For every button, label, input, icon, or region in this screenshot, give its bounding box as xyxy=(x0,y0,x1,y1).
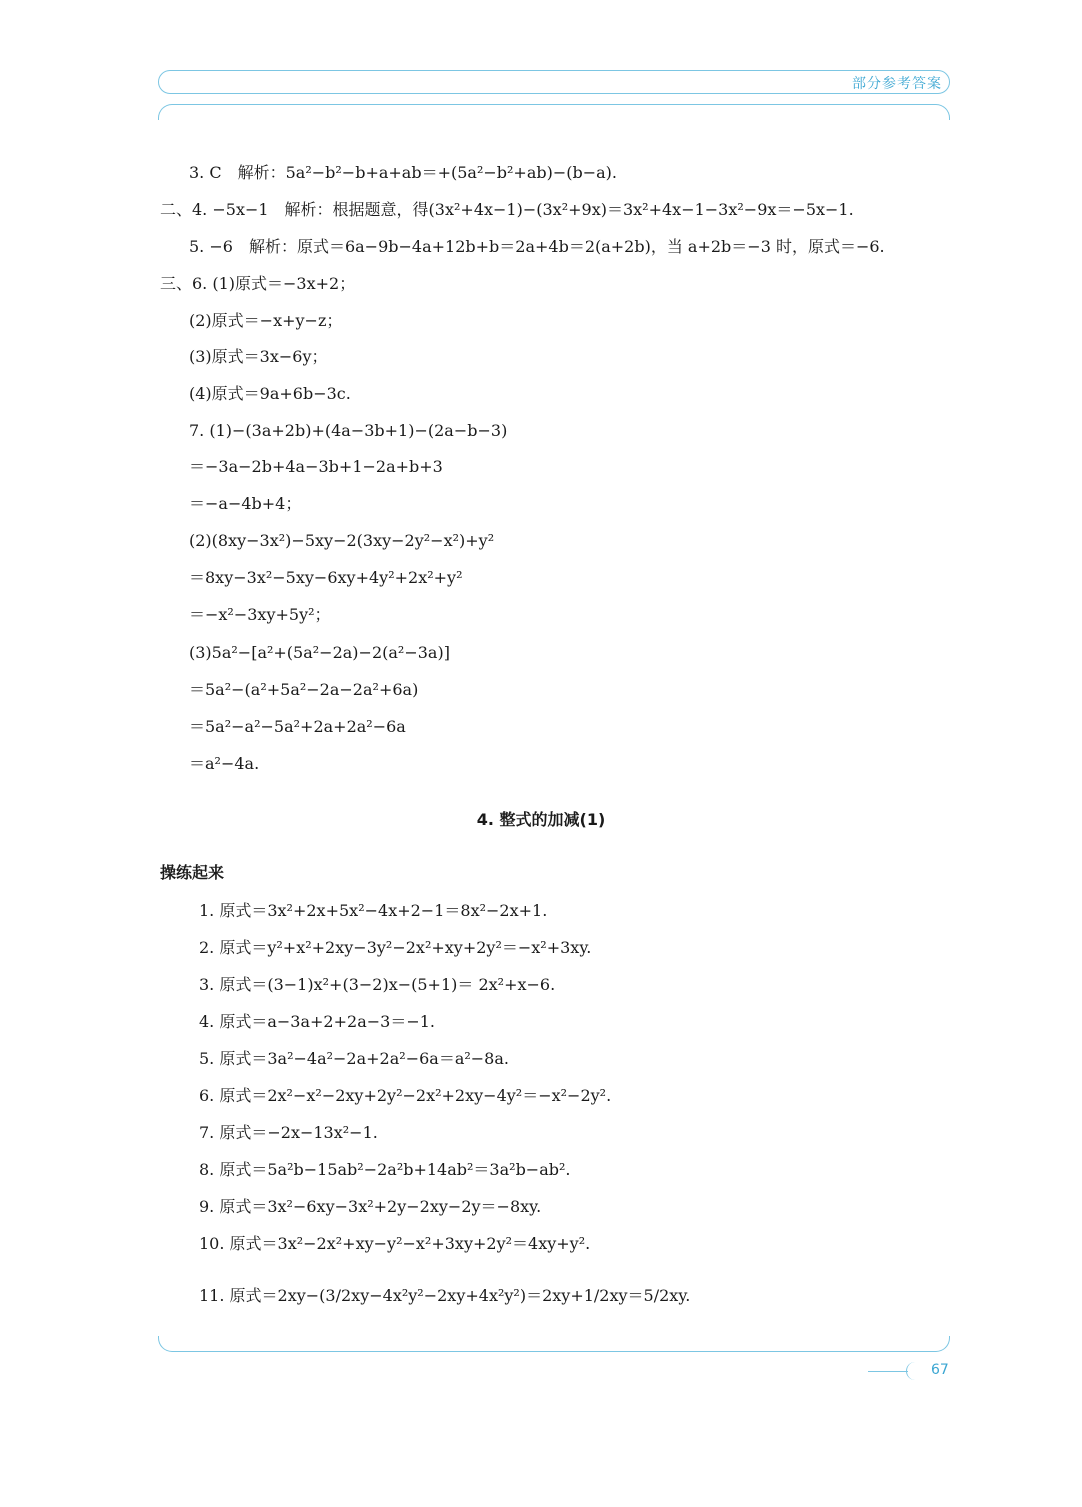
answer-line: 5. −6 解析：原式＝6a−9b−4a+12b+b＝2a+4b＝2(a+2b)，当 a+2b＝−3 时，原式＝−6. xyxy=(189,237,885,256)
answer-line: (3)5a²−[a²+(5a²−2a)−2(a²−3a)] xyxy=(189,643,450,662)
answer-line: 三、6. (1)原式＝−3x+2； xyxy=(160,274,356,293)
page-number-rule xyxy=(868,1371,908,1372)
answer-line: (3)原式＝3x−6y； xyxy=(189,347,328,366)
answer-line: 二、4. −5x−1 解析：根据题意，得(3x²+4x−1)−(3x²+9x)＝3x²+4x−1−3x²−9x＝−5x−1. xyxy=(160,200,854,219)
page-number-bracket xyxy=(906,1362,917,1380)
header-bar xyxy=(158,70,950,94)
content-frame-bottom xyxy=(158,1336,950,1352)
answer-line: 7. (1)−(3a+2b)+(4a−3b+1)−(2a−b−3) xyxy=(189,421,508,440)
answer-line: ＝a²−4a. xyxy=(189,754,260,773)
answer-line: ＝−a−4b+4； xyxy=(189,494,302,513)
answer-line: 2. 原式＝y²+x²+2xy−3y²−2x²+xy+2y²＝−x²+3xy. xyxy=(199,938,592,957)
answer-line: 8. 原式＝5a²b−15ab²−2a²b+14ab²＝3a²b−ab². xyxy=(199,1160,571,1179)
answer-line: ＝−x²−3xy+5y²； xyxy=(189,605,331,624)
answer-line: 6. 原式＝2x²−x²−2xy+2y²−2x²+2xy−4y²＝−x²−2y². xyxy=(199,1086,612,1105)
answer-line: ＝−3a−2b+4a−3b+1−2a+b+3 xyxy=(189,457,443,476)
section-title: 4. 整式的加减(1) xyxy=(476,810,606,829)
content-frame-top xyxy=(158,104,950,120)
answer-line: 4. 原式＝a−3a+2+2a−3＝−1. xyxy=(199,1012,435,1031)
answer-line: 9. 原式＝3x²−6xy−3x²+2y−2xy−2y＝−8xy. xyxy=(199,1197,542,1216)
answer-line: ＝8xy−3x²−5xy−6xy+4y²+2x²+y² xyxy=(189,568,463,587)
answer-line: 7. 原式＝−2x−13x²−1. xyxy=(199,1123,378,1142)
answer-line: ＝5a²−a²−5a²+2a+2a²−6a xyxy=(189,717,406,736)
answer-line: 3. C 解析：5a²−b²−b+a+ab＝+(5a²−b²+ab)−(b−a). xyxy=(189,163,618,182)
header-section-label: 部分参考答案 xyxy=(852,76,942,92)
answer-line: (2)原式＝−x+y−z； xyxy=(189,311,343,330)
answer-line: 1. 原式＝3x²+2x+5x²−4x+2−1＝8x²−2x+1. xyxy=(199,901,548,920)
answer-line: (2)(8xy−3x²)−5xy−2(3xy−2y²−x²)+y² xyxy=(189,531,495,550)
answer-line: (4)原式＝9a+6b−3c. xyxy=(189,384,351,403)
subheading: 操练起来 xyxy=(160,863,225,882)
answer-line: ＝5a²−(a²+5a²−2a−2a²+6a) xyxy=(189,680,419,699)
page-number: 67 xyxy=(931,1362,949,1378)
answer-line: 3. 原式＝(3−1)x²+(3−2)x−(5+1)＝ 2x²+x−6. xyxy=(199,975,556,994)
answer-line: 5. 原式＝3a²−4a²−2a+2a²−6a＝a²−8a. xyxy=(199,1049,509,1068)
answer-line: 11. 原式＝2xy−(3/2xy−4x²y²−2xy+4x²y²)＝2xy+1/2xy＝5/2xy. xyxy=(199,1286,691,1305)
answer-line: 10. 原式＝3x²−2x²+xy−y²−x²+3xy+2y²＝4xy+y². xyxy=(199,1234,591,1253)
